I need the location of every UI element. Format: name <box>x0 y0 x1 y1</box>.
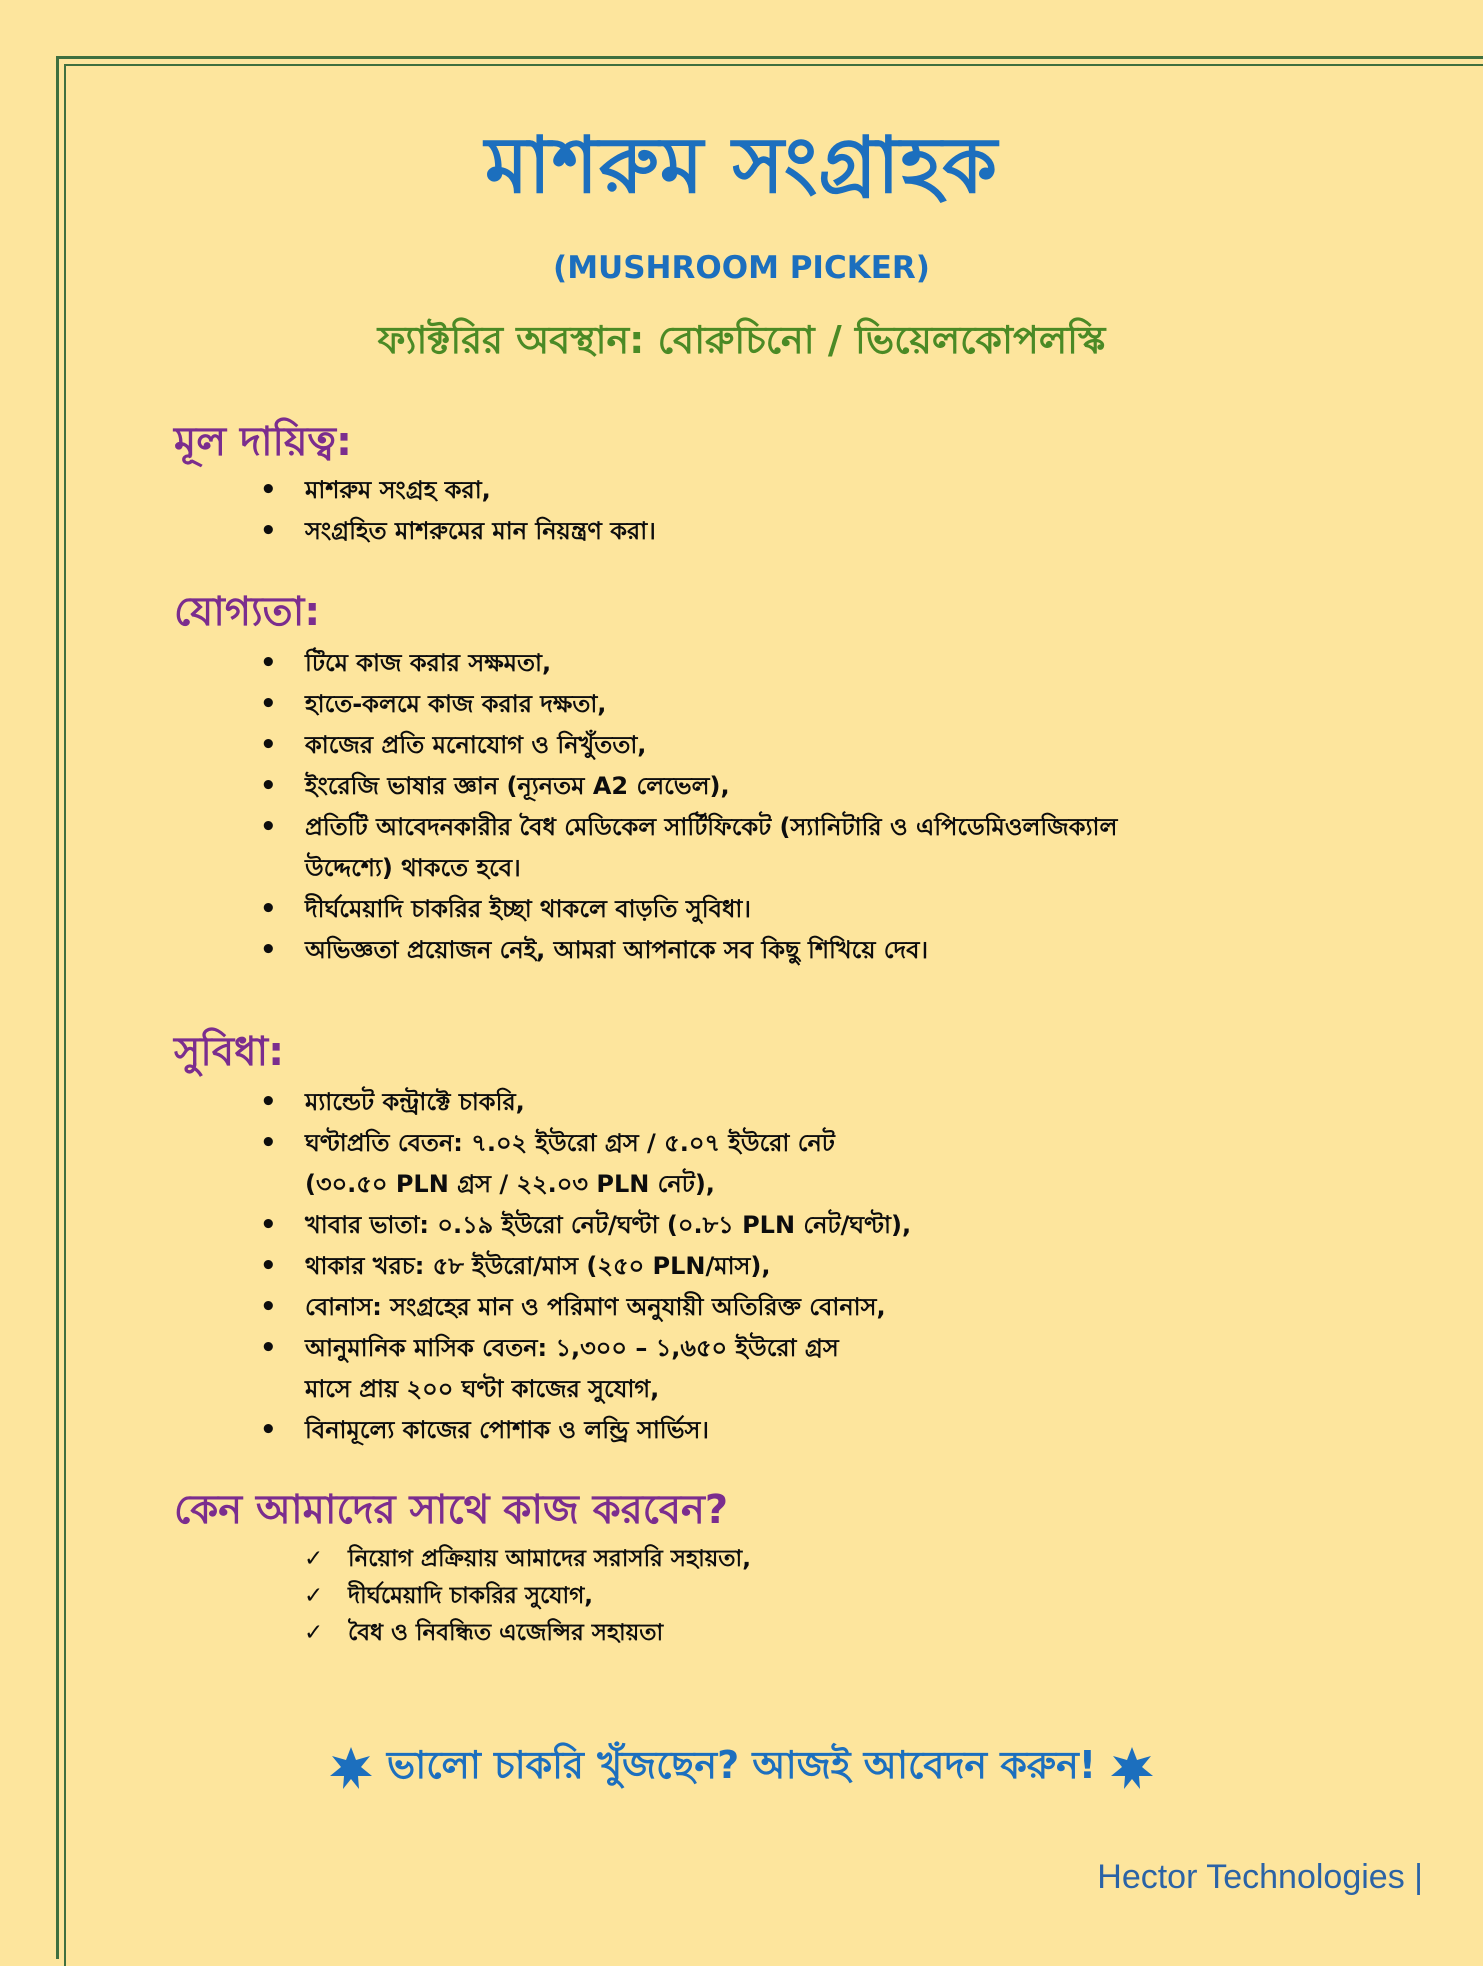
why-heading: কেন আমাদের সাথে কাজ করবেন? <box>174 1487 729 1533</box>
list-item: • কাজের প্রতি মনোযোগ ও নিখুঁততা, <box>260 725 1117 766</box>
bullet-icon: • <box>260 935 277 965</box>
list-item: ✓ দীর্ঘমেয়াদি চাকরির সুযোগ, <box>304 1578 751 1615</box>
list-item: • অভিজ্ঞতা প্রয়োজন নেই, আমরা আপনাকে সব কিছু শিখিয়ে দেব। <box>260 930 1117 971</box>
list-item: • টিমে কাজ করার সক্ষমতা, <box>260 643 1117 684</box>
bullet-icon: • <box>260 894 277 924</box>
bullet-icon: • <box>260 648 277 678</box>
why-list <box>304 1541 751 1652</box>
list-item: • ঘণ্টাপ্রতি বেতন: ৭.০২ ইউরো গ্রস / ৫.০৭ ইউরো নেট <box>260 1123 911 1164</box>
list-item: • দীর্ঘমেয়াদি চাকরির ইচ্ছা থাকলে বাড়তি সুবিধা। <box>260 889 1117 930</box>
list-item: • খাবার ভাতা: ০.১৯ ইউরো নেট/ঘণ্টা (০.৮১ PLN নেট/ঘণ্টা), <box>260 1205 911 1246</box>
list-item: • ইংরেজি ভাষার জ্ঞান (ন্যূনতম A2 লেভেল), <box>260 766 1117 807</box>
bullet-icon: • <box>260 689 277 719</box>
factory-location: ফ্যাক্টরির অবস্থান: বোরুচিনো / ভিয়েলকোপলস্কি <box>377 318 1106 362</box>
bullet-icon: • <box>260 1292 277 1322</box>
page-subtitle: (MUSHROOM PICKER) <box>553 250 930 286</box>
list-item: • বোনাস: সংগ্রহের মান ও পরিমাণ অনুযায়ী অতিরিক্ত বোনাস, <box>260 1287 911 1328</box>
list-item: • আনুমানিক মাসিক বেতন: ১,৩০০ – ১,৬৫০ ইউরো গ্রস <box>260 1328 911 1369</box>
cta-text: ভালো চাকরি খুঁজছেন? আজই আবেদন করুন! <box>386 1743 1097 1787</box>
list-item: • থাকার খরচ: ৫৮ ইউরো/মাস (২৫০ PLN/মাস), <box>260 1246 911 1287</box>
bullet-icon: • <box>260 812 277 842</box>
bullet-icon: • <box>260 730 277 760</box>
list-item: • সংগ্রহিত মাশরুমের মান নিয়ন্ত্রণ করা। <box>260 511 656 552</box>
call-to-action <box>0 1736 1483 1800</box>
qualifications-heading: যোগ্যতা: <box>174 589 321 635</box>
check-icon: ✓ <box>304 1620 324 1646</box>
list-item-continuation: মাসে প্রায় ২০০ ঘণ্টা কাজের সুযোগ, <box>305 1375 660 1403</box>
check-icon: ✓ <box>304 1583 324 1609</box>
list-item: • প্রতিটি আবেদনকারীর বৈধ মেডিকেল সার্টিফিকেট (স্যানিটারি ও এপিডেমিওলজিক্যাল <box>260 807 1117 848</box>
list-item-continuation: (৩০.৫০ PLN গ্রস / ২২.০৩ PLN নেট), <box>305 1170 715 1198</box>
bullet-icon: • <box>260 771 277 801</box>
list-item: ✓ বৈধ ও নিবন্ধিত এজেন্সির সহায়তা <box>304 1615 751 1652</box>
bullet-icon: • <box>260 1333 277 1363</box>
duties-list <box>260 470 656 552</box>
benefits-list <box>260 1082 911 1451</box>
list-item: • হাতে-কলমে কাজ করার দক্ষতা, <box>260 684 1117 725</box>
bullet-icon: • <box>260 1087 277 1117</box>
qualifications-list <box>260 643 1117 971</box>
list-item: • মাশরুম সংগ্রহ করা, <box>260 470 656 511</box>
list-item-continuation: উদ্দেশ্যে) থাকতে হবে। <box>305 854 521 882</box>
list-item: ✓ নিয়োগ প্রক্রিয়ায় আমাদের সরাসরি সহায়তা, <box>304 1541 751 1578</box>
list-item: • বিনামূল্যে কাজের পোশাক ও লন্ড্রি সার্ভিস। <box>260 1410 911 1451</box>
duties-heading: মূল দায়িত্ব: <box>174 419 353 465</box>
page-title: মাশরুম সংগ্রাহক <box>484 121 999 211</box>
footer-brand: Hector Technologies | <box>1097 1858 1423 1896</box>
bullet-icon: • <box>260 1128 277 1158</box>
benefits-heading: সুবিধা: <box>174 1029 285 1075</box>
bullet-icon: • <box>260 1415 277 1445</box>
bullet-icon: • <box>260 516 277 546</box>
bullet-icon: • <box>260 1210 277 1240</box>
bullet-icon: • <box>260 1251 277 1281</box>
star-burst-icon <box>329 1746 373 1790</box>
bullet-icon: • <box>260 475 277 505</box>
check-icon: ✓ <box>304 1546 324 1572</box>
star-burst-icon <box>1110 1746 1154 1790</box>
list-item: • ম্যান্ডেট কন্ট্রাক্টে চাকরি, <box>260 1082 911 1123</box>
